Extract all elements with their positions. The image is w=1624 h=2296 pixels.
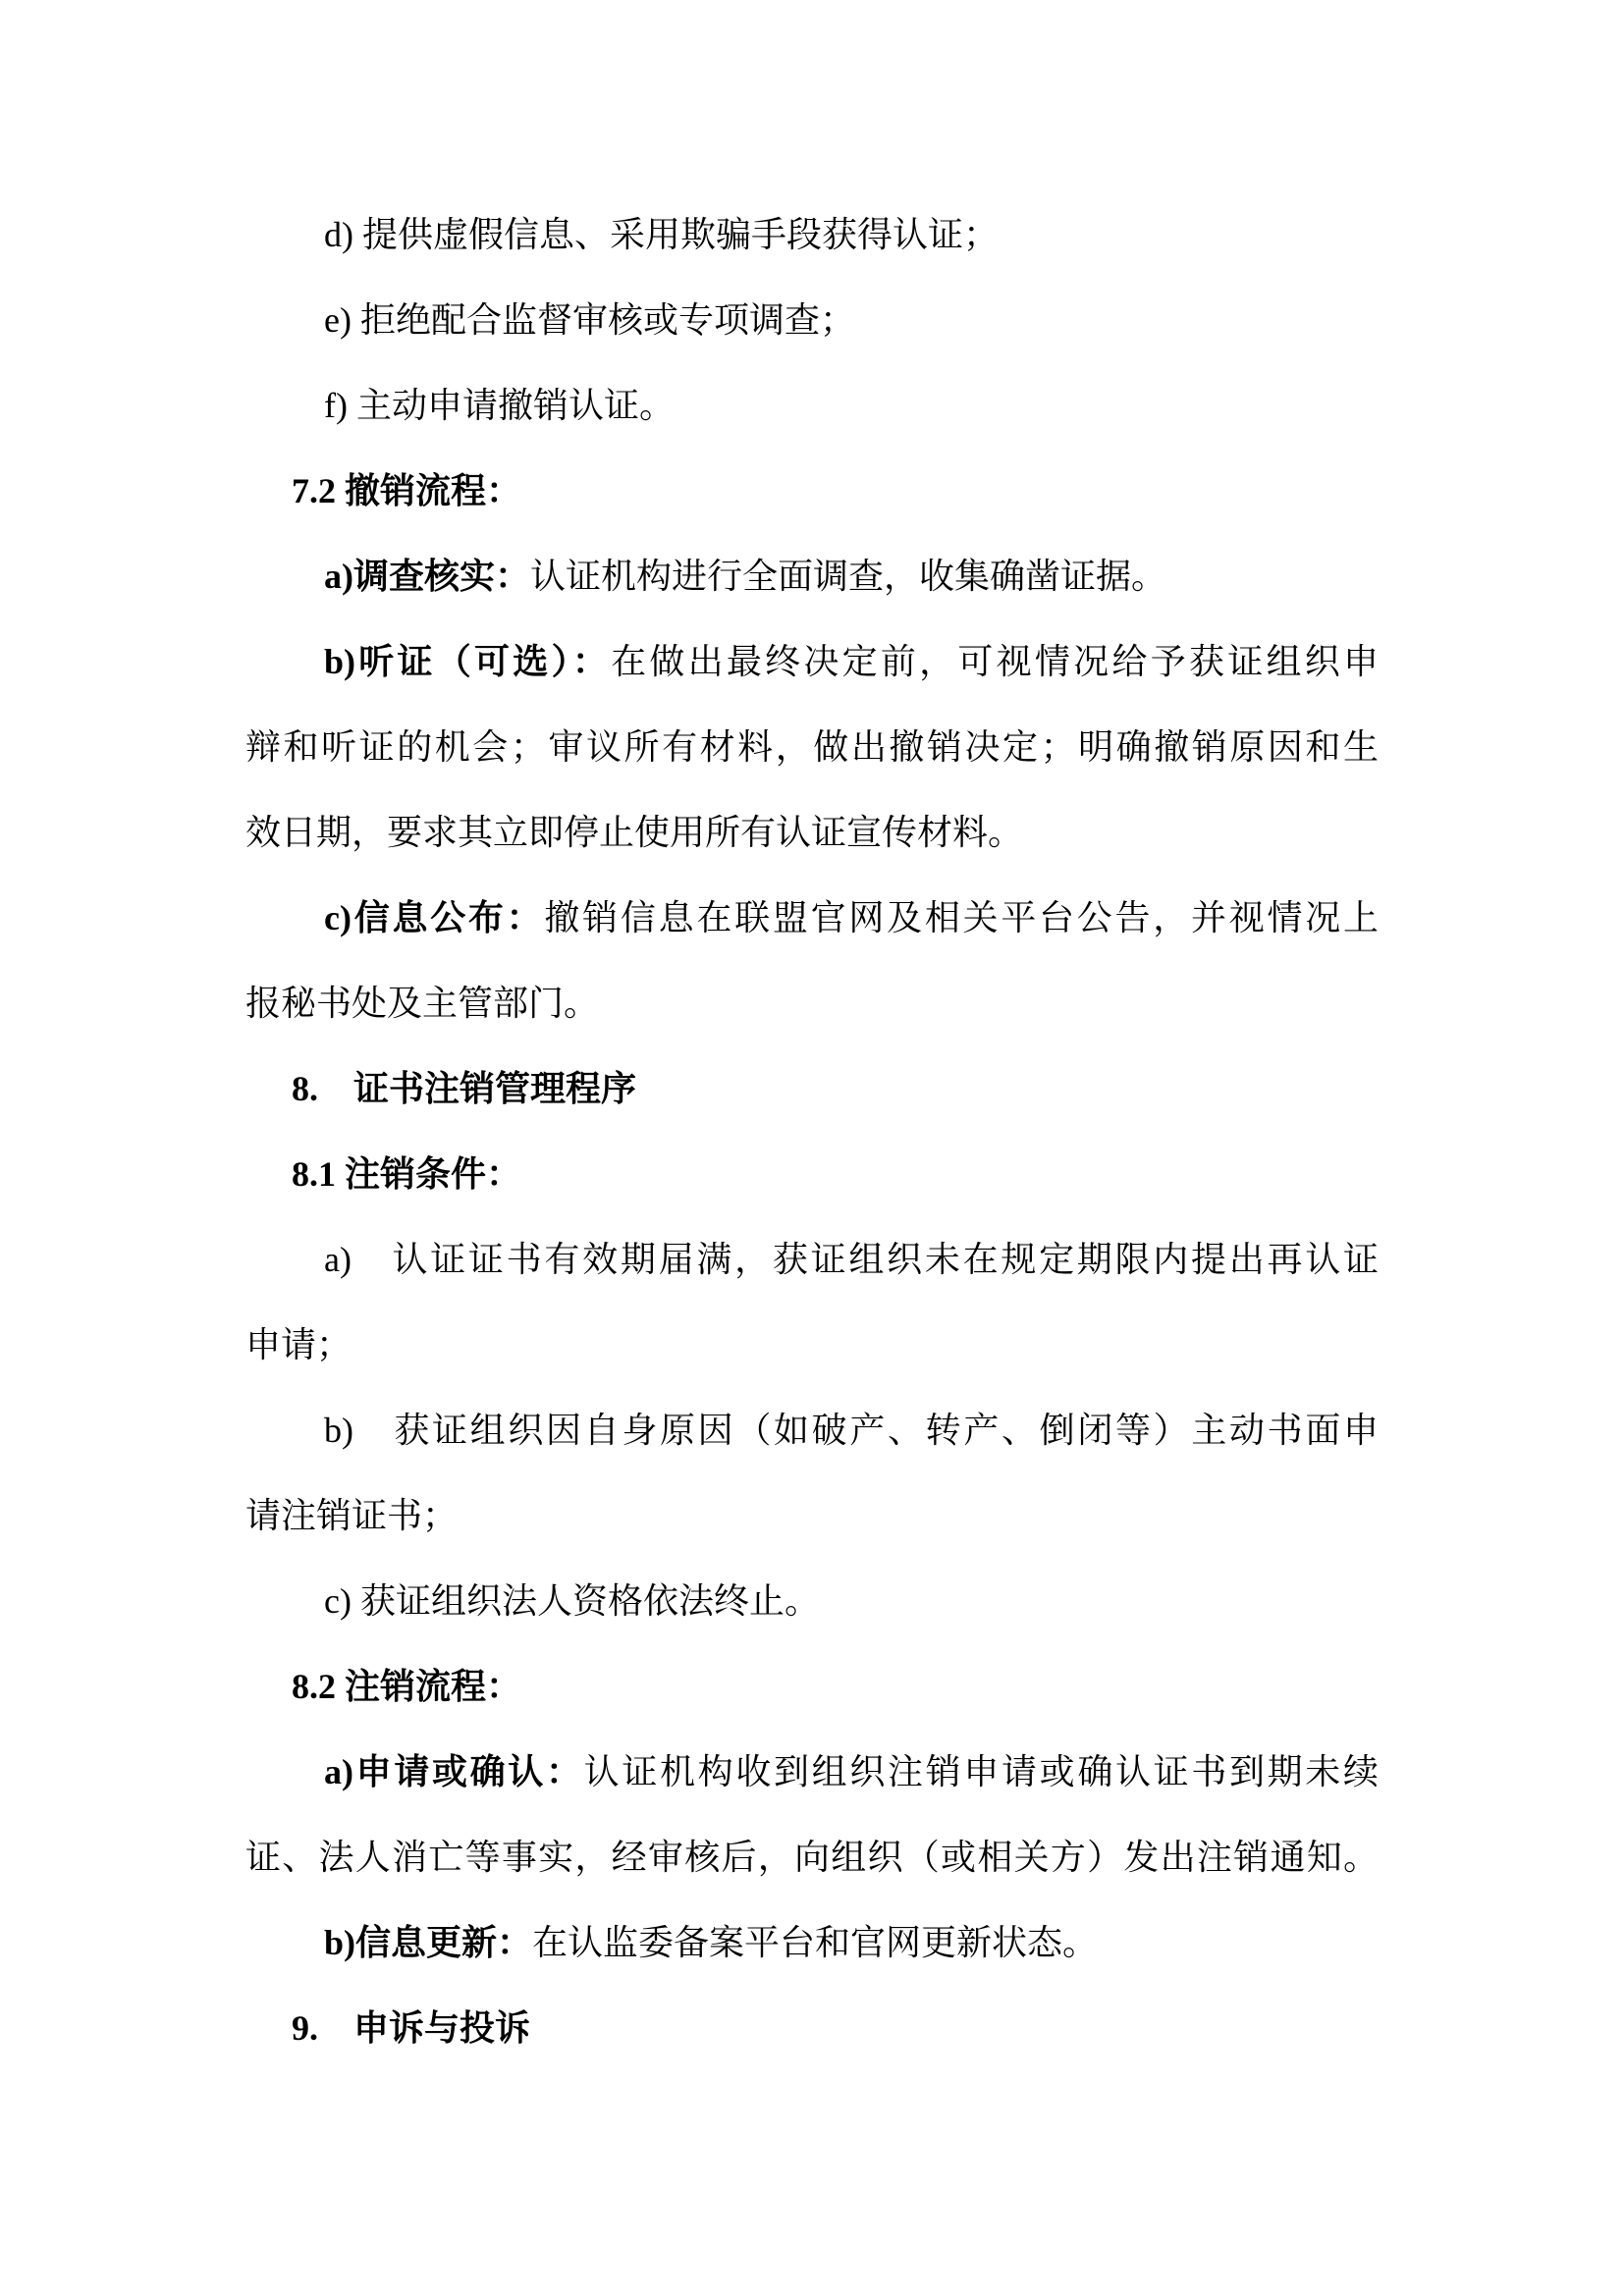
- line-text: a) 认证证书有效期届满，获证组织未在规定期限内提出再认证: [324, 1240, 1379, 1279]
- list-item-f: [245, 363, 1379, 449]
- paragraph-label: b)信息更新：: [324, 1923, 533, 1962]
- line-text: f) 主动申请撤销认证。: [324, 386, 675, 425]
- para-apply-or-confirm: [245, 1730, 1379, 1815]
- paragraph-label: a)申请或确认：: [324, 1752, 584, 1791]
- list-item-8-1-a: [245, 1217, 1379, 1303]
- list-item-8-1-b-cont: [245, 1473, 1379, 1559]
- line-text: 认证机构进行全面调查，收集确凿证据。: [530, 557, 1167, 596]
- paragraph-label: c)信息公布：: [324, 898, 545, 937]
- list-item-d: [245, 192, 1379, 278]
- para-hearing-cont-2: [245, 790, 1379, 876]
- para-hearing-cont-1: [245, 705, 1379, 790]
- line-text: e) 拒绝配合监督审核或专项调查；: [324, 300, 855, 340]
- heading-text: 8.2 注销流程：: [292, 1667, 522, 1706]
- para-info-announcement: [245, 876, 1379, 961]
- heading-text: 9. 申诉与投诉: [292, 2008, 531, 2048]
- para-info-announcement-cont: [245, 961, 1379, 1046]
- paragraph-label: b)听证（可选）：: [324, 642, 612, 681]
- document-body: [245, 192, 1379, 2071]
- list-item-8-1-a-cont: [245, 1303, 1379, 1388]
- heading-8-1-cancellation-conditions: [245, 1132, 1379, 1217]
- line-text: c) 获证组织法人资格依法终止。: [324, 1581, 820, 1621]
- list-item-8-1-b: [245, 1388, 1379, 1473]
- line-text: 在认监委备案平台和官网更新状态。: [532, 1923, 1099, 1962]
- line-text: 申请；: [245, 1325, 352, 1364]
- para-hearing-optional: [245, 619, 1379, 705]
- line-text: 效日期，要求其立即停止使用所有认证宣传材料。: [245, 813, 1024, 852]
- heading-text: 8.1 注销条件：: [292, 1154, 522, 1194]
- heading-9-appeals-complaints: [245, 1986, 1379, 2071]
- para-apply-or-confirm-cont: [245, 1815, 1379, 1900]
- line-text: 撤销信息在联盟官网及相关平台公告，并视情况上: [544, 898, 1379, 937]
- para-info-update: [245, 1900, 1379, 1986]
- line-text: 报秘书处及主管部门。: [245, 984, 600, 1023]
- list-item-e: [245, 278, 1379, 363]
- heading-text: 7.2 撤销流程：: [292, 471, 522, 510]
- line-text: 认证机构收到组织注销申请或确认证书到期未续: [583, 1752, 1379, 1791]
- heading-text: 8. 证书注销管理程序: [292, 1069, 637, 1108]
- heading-8-certificate-cancellation: [245, 1046, 1379, 1132]
- list-item-8-1-c: [245, 1559, 1379, 1644]
- para-investigation-verify: [245, 534, 1379, 619]
- line-text: 在做出最终决定前，可视情况给予获证组织申: [611, 642, 1379, 681]
- heading-8-2-cancellation-process: [245, 1644, 1379, 1730]
- heading-7-2-revocation-process: [245, 449, 1379, 534]
- paragraph-label: a)调查核实：: [324, 557, 530, 596]
- line-text: b) 获证组织因自身原因（如破产、转产、倒闭等）主动书面申: [324, 1411, 1379, 1450]
- line-text: 证、法人消亡等事实，经审核后，向组织（或相关方）发出注销通知。: [245, 1838, 1379, 1877]
- line-text: 辩和听证的机会；审议所有材料，做出撤销决定；明确撤销原因和生: [245, 727, 1379, 767]
- line-text: d) 提供虚假信息、采用欺骗手段获得认证；: [324, 215, 999, 254]
- line-text: 请注销证书；: [245, 1496, 459, 1535]
